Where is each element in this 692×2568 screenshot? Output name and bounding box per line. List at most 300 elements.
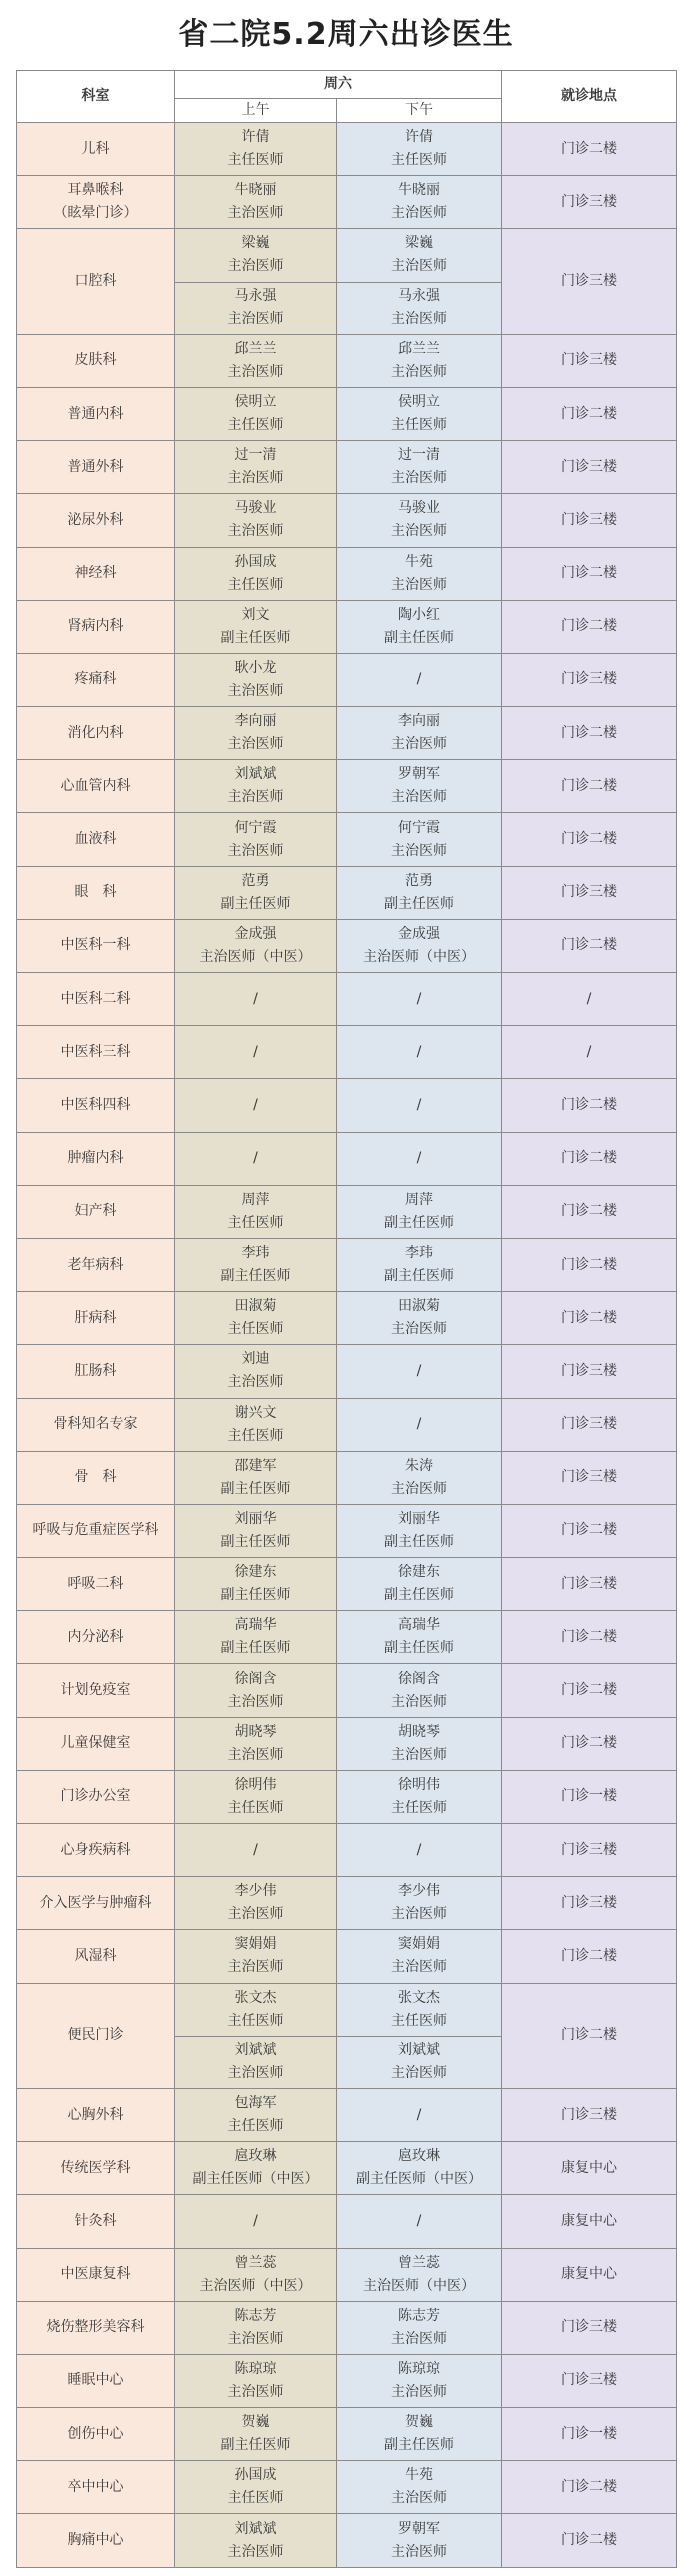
- am-cell: [175, 813, 337, 866]
- doctor-title: 主任医师: [391, 1799, 447, 1816]
- pm-cell: [337, 2514, 502, 2567]
- doctor-entry: [175, 1824, 336, 1876]
- doctor-name: 侯明立: [234, 394, 277, 411]
- pm-cell: [337, 2195, 502, 2248]
- am-cell: [175, 1185, 337, 1238]
- am-cell: [175, 2195, 337, 2248]
- dept-cell: 骨 科: [17, 1451, 175, 1504]
- am-cell: [175, 2088, 337, 2141]
- schedule-body: [17, 123, 677, 2568]
- pm-cell: [337, 1930, 502, 1983]
- doctor-name: 金成强: [398, 925, 440, 942]
- location-cell: 门诊三楼: [502, 2088, 677, 2141]
- doctor-entry: [337, 2408, 501, 2460]
- table-row: [17, 1877, 677, 1930]
- doctor-entry: [337, 1611, 501, 1663]
- am-cell: [175, 1345, 337, 1398]
- doctor-name: 李玮: [241, 1245, 270, 1262]
- doctor-title: 主任医师: [227, 576, 284, 593]
- doctor-title: 主任医师: [391, 2012, 447, 2029]
- table-row: [17, 1504, 677, 1557]
- pm-cell: [337, 547, 502, 600]
- doctor-title: 主治医师: [391, 1746, 447, 1763]
- doctor-title: 主治医师: [227, 205, 284, 222]
- dept-cell: 儿童保健室: [17, 1717, 175, 1770]
- doctor-entry: [175, 2249, 336, 2301]
- doctor-entry: [175, 1505, 336, 1557]
- doctor-entry: [175, 1026, 336, 1078]
- doctor-name: 邱兰兰: [398, 340, 440, 357]
- am-cell: [175, 494, 337, 547]
- location-cell: /: [502, 973, 677, 1026]
- table-row: [17, 1770, 677, 1823]
- doctor-name: 刘丽华: [398, 1510, 440, 1527]
- am-cell: [175, 1132, 337, 1185]
- doctor-name: 扈玫琳: [234, 2148, 277, 2165]
- doctor-title: 主治医师: [227, 842, 284, 859]
- doctor-name: 贺巍: [241, 2414, 270, 2431]
- am-cell: [175, 1824, 337, 1877]
- doctor-entry: [337, 441, 501, 493]
- pm-cell: [337, 600, 502, 653]
- doctor-entry: [337, 1239, 501, 1291]
- doctor-name: 高瑞华: [398, 1617, 440, 1634]
- pm-cell: [337, 123, 502, 176]
- doctor-entry: [337, 2089, 501, 2141]
- table-row: [17, 1292, 677, 1345]
- dept-cell: 内分泌科: [17, 1611, 175, 1664]
- pm-cell: [337, 2088, 502, 2141]
- doctor-title: 主治医师: [391, 1321, 447, 1338]
- doctor-name: 李向丽: [398, 713, 440, 730]
- doctor-title: 副主任医师: [220, 1480, 291, 1497]
- location-cell: 门诊二楼: [502, 919, 677, 972]
- doctor-title: 主治医师: [391, 842, 447, 859]
- am-cell: [175, 707, 337, 760]
- table-row: [17, 334, 677, 387]
- pm-cell: [337, 494, 502, 547]
- doctor-title: 主治医师: [391, 311, 447, 328]
- doctor-title: 主治医师: [227, 789, 284, 806]
- doctor-title: 副主任医师: [220, 1268, 291, 1285]
- doctor-title: 主任医师: [227, 2490, 284, 2507]
- doctor-entry: [337, 1771, 501, 1823]
- doctor-name: 罗朝军: [398, 766, 440, 783]
- doctor-name: 刘斌斌: [398, 2042, 440, 2059]
- doctor-name: 刘文: [241, 606, 270, 623]
- doctor-name: /: [253, 1150, 258, 1167]
- pm-cell: [337, 2461, 502, 2514]
- doctor-name: 刘斌斌: [234, 2520, 277, 2537]
- table-row: [17, 600, 677, 653]
- doctor-name: 孙国成: [234, 2467, 277, 2484]
- doctor-entry: [337, 813, 501, 865]
- pm-cell: [337, 973, 502, 1026]
- doctor-name: 牛苑: [405, 2467, 433, 2484]
- pm-header: 下午: [337, 99, 502, 123]
- dept-cell: 呼吸二科: [17, 1558, 175, 1611]
- doctor-name: 李向丽: [234, 713, 277, 730]
- location-cell: 门诊二楼: [502, 1292, 677, 1345]
- location-cell: 门诊二楼: [502, 1611, 677, 1664]
- doctor-entry: [337, 2461, 501, 2513]
- pm-cell: [337, 1770, 502, 1823]
- dept-cell: 中医科二科: [17, 973, 175, 1026]
- doctor-entry: [175, 1239, 336, 1291]
- doctor-entry: [337, 1505, 501, 1557]
- doctor-name: 田淑菊: [398, 1298, 440, 1315]
- location-cell: 门诊二楼: [502, 1185, 677, 1238]
- doctor-title: 主治医师: [227, 523, 284, 540]
- doctor-title: 主任医师: [391, 152, 447, 169]
- doctor-entry: [337, 2355, 501, 2407]
- am-cell: [175, 866, 337, 919]
- pm-cell: [337, 1292, 502, 1345]
- doctor-name: /: [416, 2212, 422, 2229]
- doctor-entry: [175, 1133, 336, 1185]
- doctor-entry: [175, 229, 336, 281]
- doctor-title: 主治医师: [391, 2383, 447, 2400]
- am-cell: [175, 653, 337, 706]
- table-row: [17, 2408, 677, 2461]
- location-cell: 门诊三楼: [502, 1345, 677, 1398]
- doctor-name: 李少伟: [398, 1883, 440, 1900]
- doctor-name: 张文杰: [234, 1989, 277, 2006]
- location-cell: 门诊二楼: [502, 1930, 677, 1983]
- doctor-entry: [175, 123, 336, 175]
- doctor-name: 马永强: [234, 288, 277, 305]
- doctor-name: /: [253, 1841, 258, 1858]
- table-row: [17, 707, 677, 760]
- location-cell: 门诊二楼: [502, 2514, 677, 2567]
- doctor-name: 胡晓琴: [234, 1723, 277, 1740]
- doctor-title: 主治医师: [227, 2330, 284, 2347]
- table-row: [17, 2088, 677, 2141]
- doctor-name: 刘丽华: [234, 1510, 277, 1527]
- doctor-name: 曾兰蕊: [234, 2254, 277, 2271]
- am-cell: [175, 1292, 337, 1345]
- location-cell: 康复中心: [502, 2248, 677, 2301]
- doctor-name: 牛苑: [405, 553, 433, 570]
- doctor-entry: [175, 335, 336, 387]
- dept-cell: 泌尿外科: [17, 494, 175, 547]
- doctor-entry: [175, 654, 336, 706]
- dept-cell: 骨科知名专家: [17, 1398, 175, 1451]
- location-cell: 康复中心: [502, 2195, 677, 2248]
- doctor-name: 田淑菊: [234, 1298, 277, 1315]
- dept-cell: 中医康复科: [17, 2248, 175, 2301]
- pm-cell: [337, 1132, 502, 1185]
- dept-cell: 睡眠中心: [17, 2354, 175, 2407]
- pm-cell: [337, 1983, 502, 2088]
- table-row: [17, 1132, 677, 1185]
- doctor-entry: [175, 2142, 336, 2194]
- dept-cell: 消化内科: [17, 707, 175, 760]
- doctor-name: 范勇: [405, 872, 433, 889]
- location-cell: 门诊二楼: [502, 1983, 677, 2088]
- table-row: [17, 229, 677, 334]
- doctor-name: 邵建军: [234, 1457, 277, 1474]
- doctor-name: 陈志芳: [398, 2307, 440, 2324]
- table-row: [17, 866, 677, 919]
- doctor-name: 陈琼琼: [234, 2360, 277, 2377]
- doctor-name: 贺巍: [405, 2414, 433, 2431]
- doctor-entry: [175, 548, 336, 600]
- pm-cell: [337, 1611, 502, 1664]
- dept-cell: 心血管内科: [17, 760, 175, 813]
- dept-cell: 风湿科: [17, 1930, 175, 1983]
- pm-cell: [337, 1504, 502, 1557]
- location-cell: 康复中心: [502, 2142, 677, 2195]
- am-cell: [175, 1451, 337, 1504]
- doctor-name: 过一清: [234, 447, 277, 464]
- table-row: [17, 2354, 677, 2407]
- dept-cell: 心身疾病科: [17, 1824, 175, 1877]
- dept-cell: 眼 科: [17, 866, 175, 919]
- dept-cell: 计划免疫室: [17, 1664, 175, 1717]
- doctor-entry: [175, 1292, 336, 1344]
- doctor-entry: [175, 867, 336, 919]
- doctor-name: 扈玫琳: [398, 2148, 440, 2165]
- doctor-entry: [337, 1452, 501, 1504]
- doctor-entry: [175, 813, 336, 865]
- doctor-title: 副主任医师: [384, 1214, 454, 1231]
- table-row: [17, 653, 677, 706]
- am-cell: [175, 1558, 337, 1611]
- table-row: [17, 1558, 677, 1611]
- doctor-name: 陈志芳: [234, 2307, 277, 2324]
- doctor-name: 徐明伟: [398, 1776, 440, 1793]
- doctor-entry: [175, 760, 336, 812]
- doctor-name: /: [253, 990, 258, 1007]
- dept-cell: 皮肤科: [17, 334, 175, 387]
- doctor-name: 耿小龙: [234, 659, 277, 676]
- pm-cell: [337, 813, 502, 866]
- doctor-name: /: [416, 1096, 422, 1113]
- location-cell: 门诊三楼: [502, 866, 677, 919]
- doctor-entry: [175, 1664, 336, 1716]
- doctor-name: 窦娟娟: [234, 1936, 277, 1953]
- doctor-entry: [337, 1186, 501, 1238]
- table-row: [17, 176, 677, 229]
- pm-cell: [337, 229, 502, 334]
- dept-cell: 胸痛中心: [17, 2514, 175, 2567]
- doctor-entry: [337, 920, 501, 972]
- dept-cell: 卒中中心: [17, 2461, 175, 2514]
- dept-cell: 耳鼻喉科 （眩晕门诊）: [17, 176, 175, 229]
- doctor-entry: [337, 707, 501, 759]
- am-cell: [175, 229, 337, 334]
- pm-cell: [337, 653, 502, 706]
- am-cell: [175, 1026, 337, 1079]
- doctor-title: 主治医师: [391, 2543, 447, 2560]
- table-row: [17, 1345, 677, 1398]
- doctor-entry: [337, 973, 501, 1025]
- doctor-name: /: [416, 1043, 422, 1060]
- dept-cell: 创伤中心: [17, 2408, 175, 2461]
- pm-cell: [337, 2354, 502, 2407]
- doctor-name: 朱涛: [405, 1457, 433, 1474]
- table-row: [17, 441, 677, 494]
- doctor-entry: [175, 2089, 336, 2141]
- doctor-name: /: [416, 1150, 422, 1167]
- doctor-name: 胡晓琴: [398, 1723, 440, 1740]
- dept-cell: 儿科: [17, 123, 175, 176]
- table-row: [17, 1026, 677, 1079]
- am-cell: [175, 547, 337, 600]
- location-cell: 门诊二楼: [502, 600, 677, 653]
- location-cell: 门诊三楼: [502, 2301, 677, 2354]
- doctor-entry: [175, 176, 336, 228]
- pm-cell: [337, 441, 502, 494]
- dept-cell: 肾病内科: [17, 600, 175, 653]
- pm-cell: [337, 707, 502, 760]
- pm-cell: [337, 760, 502, 813]
- doctor-title: 副主任医师: [220, 1640, 291, 1657]
- doctor-title: 主任医师: [391, 417, 447, 434]
- doctor-entry: [337, 2514, 501, 2566]
- doctor-entry: [175, 1186, 336, 1238]
- am-cell: [175, 1877, 337, 1930]
- pm-cell: [337, 1558, 502, 1611]
- location-cell: 门诊三楼: [502, 1824, 677, 1877]
- dept-cell: 便民门诊: [17, 1983, 175, 2088]
- doctor-name: 过一清: [398, 447, 440, 464]
- pm-cell: [337, 1877, 502, 1930]
- doctor-entry: [175, 1399, 336, 1451]
- doctor-title: 副主任医师: [220, 1587, 291, 1604]
- location-cell: 门诊二楼: [502, 2461, 677, 2514]
- doctor-entry: [175, 2408, 336, 2460]
- doctor-name: 徐明伟: [234, 1776, 277, 1793]
- doctor-name: /: [253, 1043, 258, 1060]
- doctor-name: 牛晓丽: [398, 182, 440, 199]
- doctor-entry: [337, 1718, 501, 1770]
- doctor-name: 马骏业: [234, 500, 277, 517]
- doctor-entry: [337, 1292, 501, 1344]
- table-row: [17, 2142, 677, 2195]
- doctor-entry: [337, 2302, 501, 2354]
- am-header: 上午: [175, 99, 337, 123]
- doctor-name: 许倩: [405, 129, 433, 146]
- doctor-name: 刘斌斌: [234, 766, 277, 783]
- doctor-name: 刘斌斌: [234, 2042, 277, 2059]
- am-cell: [175, 760, 337, 813]
- table-row: [17, 1930, 677, 1983]
- doctor-name: 许倩: [241, 129, 270, 146]
- doctor-name: 刘迪: [241, 1351, 270, 1368]
- dept-cell: 普通外科: [17, 441, 175, 494]
- doctor-title: 副主任医师: [384, 629, 454, 646]
- doctor-entry: [337, 867, 501, 919]
- am-cell: [175, 2354, 337, 2407]
- location-cell: 门诊三楼: [502, 1398, 677, 1451]
- dept-cell: 烧伤整形美容科: [17, 2301, 175, 2354]
- dept-header: 科室: [17, 71, 175, 123]
- doctor-title: 主治医师: [391, 258, 447, 275]
- doctor-title: 主治医师: [227, 311, 284, 328]
- doctor-name: 何宁霞: [398, 819, 440, 836]
- table-row: [17, 1079, 677, 1132]
- doctor-title: 主治医师: [391, 1693, 447, 1710]
- schedule-table: [16, 70, 677, 2568]
- doctor-entry: [175, 2195, 336, 2247]
- doctor-title: 主治医师: [391, 363, 447, 380]
- doctor-entry: [337, 176, 501, 228]
- dept-cell: 介入医学与肿瘤科: [17, 1877, 175, 1930]
- doctor-title: 主治医师: [391, 205, 447, 222]
- dept-cell: 针灸科: [17, 2195, 175, 2248]
- location-header: 就诊地点: [502, 71, 677, 123]
- table-row: [17, 2461, 677, 2514]
- doctor-entry: [175, 1771, 336, 1823]
- doctor-title: 副主任医师: [220, 895, 291, 912]
- doctor-name: 范勇: [241, 872, 270, 889]
- doctor-entry: [175, 707, 336, 759]
- am-cell: [175, 919, 337, 972]
- doctor-title: 主治医师: [227, 2383, 284, 2400]
- doctor-title: 主治医师: [391, 470, 447, 487]
- table-row: [17, 973, 677, 1026]
- am-cell: [175, 2514, 337, 2567]
- pm-cell: [337, 2301, 502, 2354]
- pm-cell: [337, 2408, 502, 2461]
- location-cell: 门诊二楼: [502, 707, 677, 760]
- doctor-entry: [337, 2036, 501, 2088]
- doctor-title: 副主任医师: [384, 1640, 454, 1657]
- doctor-title: 主治医师: [391, 1959, 447, 1976]
- doctor-name: 侯明立: [398, 394, 440, 411]
- table-row: [17, 2301, 677, 2354]
- location-cell: 门诊三楼: [502, 2354, 677, 2407]
- location-cell: 门诊二楼: [502, 387, 677, 440]
- doctor-name: 包海军: [234, 2095, 277, 2112]
- doctor-title: 主治医师: [227, 1906, 284, 1923]
- doctor-entry: [175, 920, 336, 972]
- doctor-title: 主治医师: [227, 1959, 284, 1976]
- table-row: [17, 1398, 677, 1451]
- doctor-title: 主治医师: [391, 789, 447, 806]
- doctor-name: 张文杰: [398, 1989, 440, 2006]
- am-cell: [175, 2301, 337, 2354]
- doctor-entry: [175, 1079, 336, 1131]
- doctor-entry: [175, 1984, 336, 2036]
- doctor-name: 金成强: [234, 925, 277, 942]
- doctor-name: 马永强: [398, 288, 440, 305]
- doctor-name: 徐阁含: [398, 1670, 440, 1687]
- table-row: [17, 1717, 677, 1770]
- doctor-name: /: [416, 2106, 422, 2123]
- pm-cell: [337, 1026, 502, 1079]
- doctor-title: 主治医师: [391, 523, 447, 540]
- doctor-entry: [175, 1611, 336, 1663]
- doctor-name: 梁巍: [241, 235, 270, 252]
- doctor-entry: [337, 494, 501, 546]
- doctor-entry: [337, 282, 501, 334]
- doctor-name: 周萍: [405, 1191, 433, 1208]
- doctor-name: 高瑞华: [234, 1617, 277, 1634]
- doctor-name: /: [416, 1841, 422, 1858]
- dept-cell: 中医科一科: [17, 919, 175, 972]
- doctor-entry: [175, 1718, 336, 1770]
- pm-cell: [337, 1079, 502, 1132]
- doctor-entry: [337, 1930, 501, 1982]
- am-cell: [175, 1664, 337, 1717]
- doctor-title: 主治医师: [391, 576, 447, 593]
- dept-cell: 老年病科: [17, 1238, 175, 1291]
- am-cell: [175, 334, 337, 387]
- doctor-entry: [175, 2461, 336, 2513]
